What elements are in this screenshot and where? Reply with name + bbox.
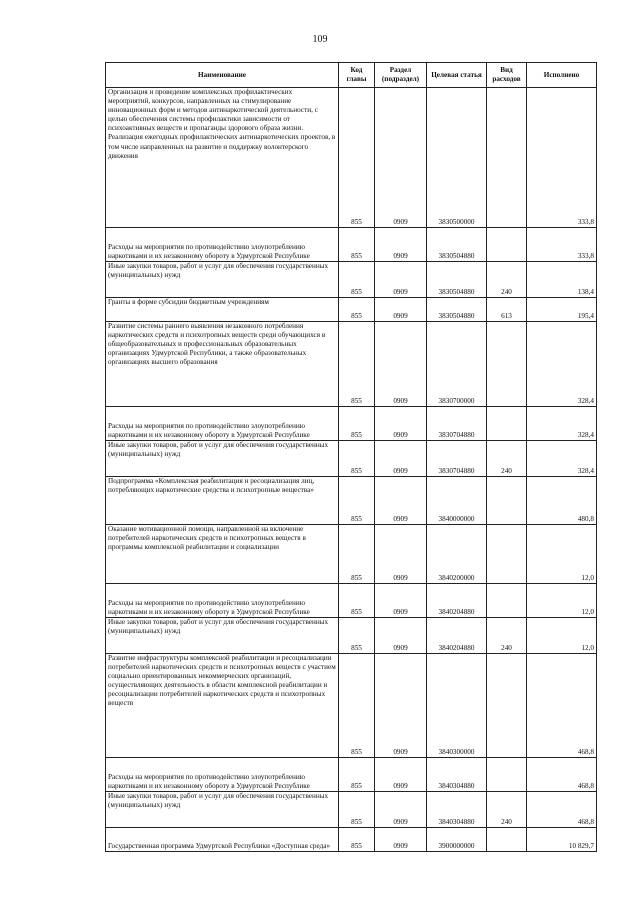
table-row <box>106 525 597 584</box>
table-body <box>106 88 597 852</box>
row-target: 3830700000 <box>427 322 487 407</box>
row-code: 855 <box>339 298 375 322</box>
row-section: 0909 <box>375 618 427 654</box>
header-section: Раздел (подраздел) <box>375 63 427 88</box>
row-executed: 138,4 <box>527 262 597 298</box>
table-row <box>106 298 597 322</box>
header-executed: Исполнено <box>527 63 597 88</box>
row-code: 855 <box>339 477 375 525</box>
row-section: 0909 <box>375 828 427 852</box>
row-kind <box>487 228 527 262</box>
row-target: 3840000000 <box>427 477 487 525</box>
row-kind <box>487 407 527 441</box>
row-target: 3830504880 <box>427 298 487 322</box>
row-code: 855 <box>339 584 375 618</box>
row-section: 0909 <box>375 298 427 322</box>
row-code: 855 <box>339 441 375 477</box>
row-code: 855 <box>339 828 375 852</box>
row-target: 3830504880 <box>427 262 487 298</box>
row-kind: 613 <box>487 298 527 322</box>
header-target: Целевая статья <box>427 63 487 88</box>
table-row <box>106 262 597 298</box>
row-code: 855 <box>339 407 375 441</box>
row-target: 3840204880 <box>427 584 487 618</box>
row-name: Иные закупки товаров, работ и услуг для обеспечения государственных (муниципальных) нужд <box>106 262 339 298</box>
row-kind: 240 <box>487 618 527 654</box>
row-kind <box>487 758 527 792</box>
row-section: 0909 <box>375 262 427 298</box>
row-executed: 468,8 <box>527 654 597 758</box>
row-executed: 468,8 <box>527 792 597 828</box>
row-section: 0909 <box>375 228 427 262</box>
page-number: 109 <box>312 34 328 45</box>
row-section: 0909 <box>375 792 427 828</box>
row-section: 0909 <box>375 584 427 618</box>
row-section: 0909 <box>375 88 427 228</box>
row-kind <box>487 477 527 525</box>
row-name: Расходы на мероприятия по противодействию злоупотреблению наркотиками и их незаконному обороту в Удмуртской Республике <box>106 407 339 441</box>
table-row <box>106 477 597 525</box>
table-row <box>106 828 597 852</box>
row-name: Расходы на мероприятия по противодействию злоупотреблению наркотиками и их незаконному обороту в Удмуртской Республике <box>106 228 339 262</box>
row-executed: 195,4 <box>527 298 597 322</box>
row-target: 3830500000 <box>427 88 487 228</box>
row-kind <box>487 654 527 758</box>
table-row <box>106 407 597 441</box>
header-code: Код главы <box>339 63 375 88</box>
table-row <box>106 584 597 618</box>
row-executed: 480,8 <box>527 477 597 525</box>
row-executed: 333,8 <box>527 228 597 262</box>
row-code: 855 <box>339 792 375 828</box>
row-kind: 240 <box>487 262 527 298</box>
row-section: 0909 <box>375 322 427 407</box>
header-kind: Вид расходов <box>487 63 527 88</box>
row-name: Иные закупки товаров, работ и услуг для обеспечения государственных (муниципальных) нужд <box>106 441 339 477</box>
table-row <box>106 792 597 828</box>
row-kind: 240 <box>487 792 527 828</box>
row-kind: 240 <box>487 441 527 477</box>
table-row <box>106 654 597 758</box>
row-code: 855 <box>339 618 375 654</box>
row-section: 0909 <box>375 477 427 525</box>
row-name: Государственная программа Удмуртской Республики «Доступная среда» <box>106 828 339 852</box>
row-code: 855 <box>339 654 375 758</box>
row-name: Подпрограмма «Комплексная реабилитация и ресоциализация лиц, потребляющих наркотические средства и психотропные вещества» <box>106 477 339 525</box>
table-row <box>106 618 597 654</box>
row-code: 855 <box>339 525 375 584</box>
row-section: 0909 <box>375 654 427 758</box>
table-row <box>106 441 597 477</box>
header-name: Наименование <box>106 63 339 88</box>
row-target: 3840304880 <box>427 792 487 828</box>
row-executed: 468,8 <box>527 758 597 792</box>
table-row <box>106 228 597 262</box>
row-target: 3840304880 <box>427 758 487 792</box>
row-executed: 12,0 <box>527 618 597 654</box>
row-section: 0909 <box>375 441 427 477</box>
row-section: 0909 <box>375 758 427 792</box>
row-kind <box>487 584 527 618</box>
row-target: 3840204880 <box>427 618 487 654</box>
row-name: Организация и проведение комплексных профилактических мероприятий, конкурсов, направленных на стимулирование инновационных форм и методов антинаркотической деятельности, с целью обеспечения системы профилактики зависимости от психоактивных веществ и пропаганды здорового образа жизни. Реализация ежегодных профилактических антинаркотических проектов, в том числе направленных на развитие и поддержку волонтерского движения <box>106 88 339 228</box>
row-kind <box>487 322 527 407</box>
row-executed: 10 829,7 <box>527 828 597 852</box>
budget-table <box>105 62 597 852</box>
table-row <box>106 88 597 228</box>
row-executed: 328,4 <box>527 322 597 407</box>
row-name: Гранты в форме субсидии бюджетным учреждениям <box>106 298 339 322</box>
row-code: 855 <box>339 758 375 792</box>
row-code: 855 <box>339 322 375 407</box>
table-header-row <box>106 63 597 88</box>
row-name: Расходы на мероприятия по противодействию злоупотреблению наркотиками и их незаконному обороту в Удмуртской Республике <box>106 584 339 618</box>
row-target: 3840200000 <box>427 525 487 584</box>
row-name: Иные закупки товаров, работ и услуг для обеспечения государственных (муниципальных) нужд <box>106 618 339 654</box>
row-executed: 328,4 <box>527 407 597 441</box>
row-target: 3840300000 <box>427 654 487 758</box>
row-kind <box>487 525 527 584</box>
row-target: 3830504880 <box>427 228 487 262</box>
row-target: 3900000000 <box>427 828 487 852</box>
row-code: 855 <box>339 88 375 228</box>
row-name: Оказание мотивационной помощи, направленной на включение потребителей наркотических средств и психотропных веществ в программы комплексной реабилитации и социализации <box>106 525 339 584</box>
row-name: Иные закупки товаров, работ и услуг для обеспечения государственных (муниципальных) нужд <box>106 792 339 828</box>
row-executed: 12,0 <box>527 584 597 618</box>
table-row <box>106 322 597 407</box>
row-name: Развитие инфраструктуры комплексной реабилитации и ресоциализации потребителей наркотических средств и психотропных веществ с участием социально ориентированных некоммерческих организаций, осуществляющих деятельность в области комплексной реабилитации и ресоциализации потребителей наркотических средств и психотропных веществ <box>106 654 339 758</box>
table-row <box>106 758 597 792</box>
row-target: 3830704880 <box>427 441 487 477</box>
row-code: 855 <box>339 228 375 262</box>
row-executed: 12,0 <box>527 525 597 584</box>
row-kind <box>487 88 527 228</box>
row-executed: 328,4 <box>527 441 597 477</box>
row-kind <box>487 828 527 852</box>
row-executed: 333,8 <box>527 88 597 228</box>
row-code: 855 <box>339 262 375 298</box>
row-section: 0909 <box>375 525 427 584</box>
row-target: 3830704880 <box>427 407 487 441</box>
row-section: 0909 <box>375 407 427 441</box>
row-name: Расходы на мероприятия по противодействию злоупотреблению наркотиками и их незаконному обороту в Удмуртской Республике <box>106 758 339 792</box>
row-name: Развитие системы раннего выявления незаконного потребления наркотических средств и психотропных веществ среди обучающихся в общеобразовательных и профессиональных образовательных организациях Удмуртской Республики, а также образовательных организациях высшего образования <box>106 322 339 407</box>
